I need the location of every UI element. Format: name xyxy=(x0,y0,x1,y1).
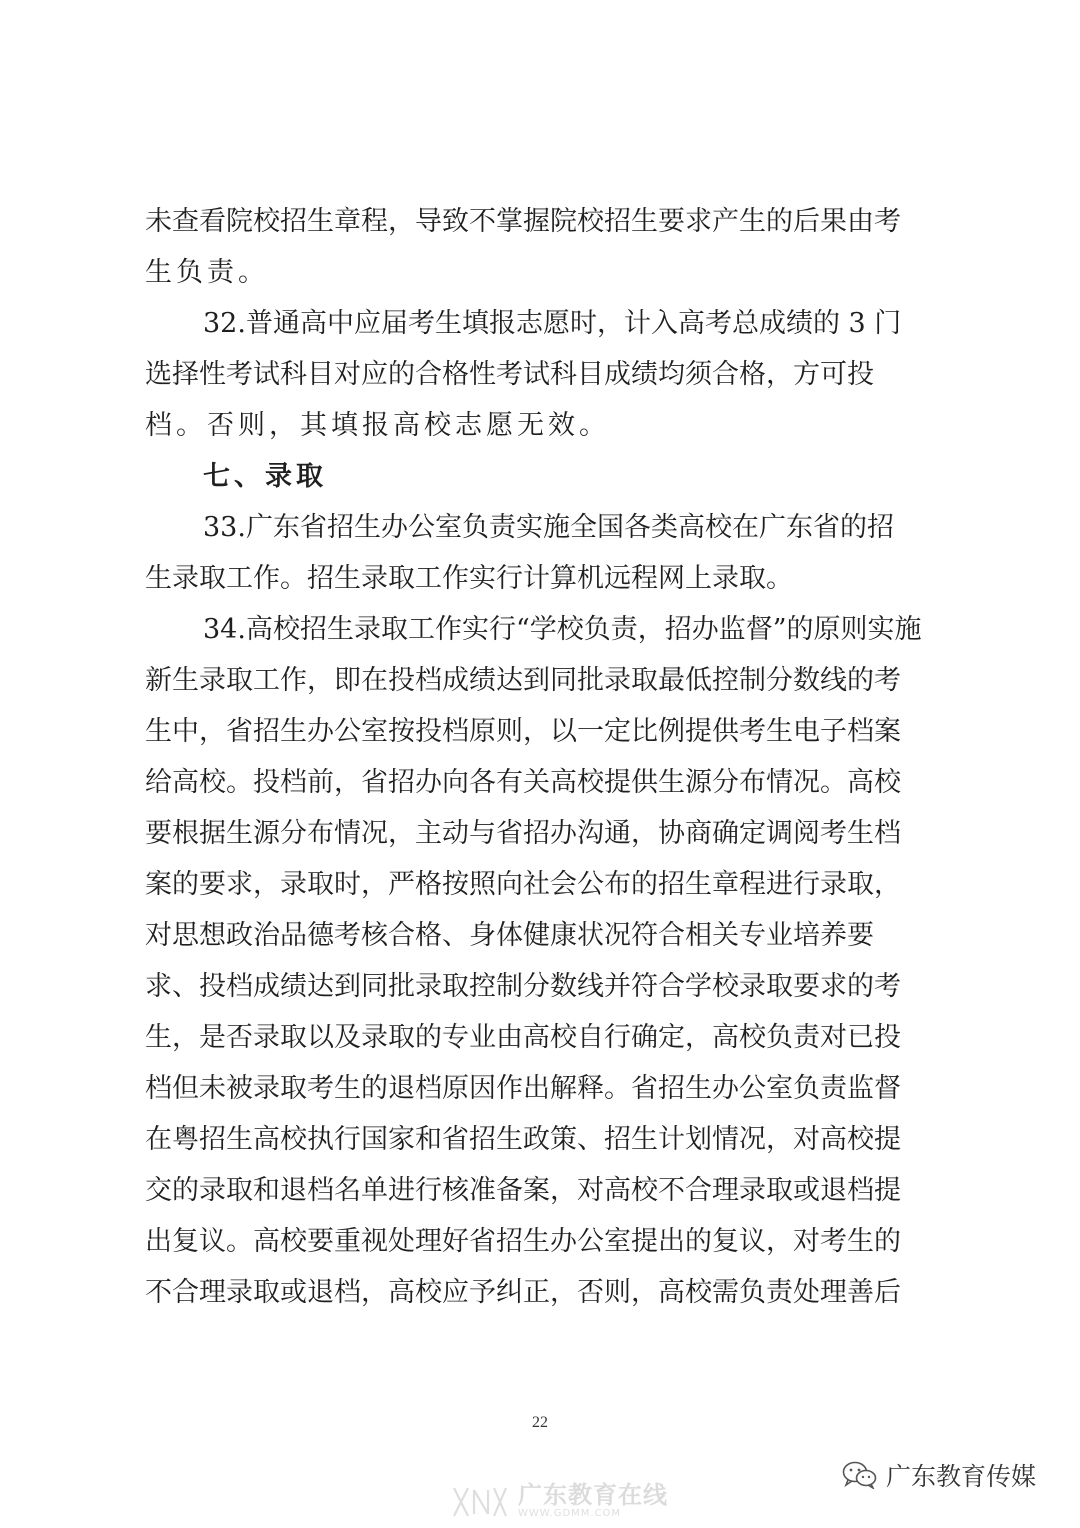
text-line: 求、投档成绩达到同批录取控制分数线并符合学校录取要求的考 xyxy=(145,971,901,1002)
text-line: 生负责。 xyxy=(145,257,269,288)
text-line: 对思想政治品德考核合格、身体健康状况符合相关专业培养要 xyxy=(145,920,874,951)
text-line: 交的录取和退档名单进行核准备案，对高校不合理录取或退档提 xyxy=(145,1175,901,1206)
wechat-icon xyxy=(842,1461,878,1489)
text-line: 出复议。高校要重视处理好省招生办公室提出的复议，对考生的 xyxy=(145,1226,901,1257)
text-line: 34.高校招生录取工作实行“学校负责，招办监督”的原则实施 xyxy=(203,614,922,645)
text-line: 要根据生源分布情况，主动与省招办沟通，协商确定调阅考生档 xyxy=(145,818,901,849)
site-url: WWW.GDMM.COM xyxy=(518,1508,622,1519)
text-line: 不合理录取或退档，高校应予纠正，否则，高校需负责处理善后 xyxy=(145,1277,901,1308)
text-line: 33.广东省招生办公室负责实施全国各类高校在广东省的招 xyxy=(203,512,894,543)
text-line: 选择性考试科目对应的合格性考试科目成绩均须合格，方可投 xyxy=(145,359,874,390)
text-line: 生录取工作。招生录取工作实行计算机远程网上录取。 xyxy=(145,563,793,594)
text-line: 未查看院校招生章程，导致不掌握院校招生要求产生的后果由考 xyxy=(145,206,901,237)
site-watermark xyxy=(450,1482,668,1522)
text-line: 生中，省招生办公室按投档原则，以一定比例提供考生电子档案 xyxy=(145,716,901,747)
site-logo-icon xyxy=(450,1482,510,1522)
page-number: 22 xyxy=(532,1414,548,1431)
text-line: 在粤招生高校执行国家和省招生政策、招生计划情况，对高校提 xyxy=(145,1124,901,1155)
text-line: 档。否则，其填报高校志愿无效。 xyxy=(145,410,610,441)
wechat-account-name: 广东教育传媒 xyxy=(886,1462,1037,1491)
text-line: 新生录取工作，即在投档成绩达到同批录取最低控制分数线的考 xyxy=(145,665,901,696)
body-text xyxy=(145,196,945,1318)
text-line: 案的要求，录取时，严格按照向社会公布的招生章程进行录取， xyxy=(145,869,901,900)
site-brand: 广东教育在线 xyxy=(518,1481,668,1509)
text-line: 档但未被录取考生的退档原因作出解释。省招生办公室负责监督 xyxy=(145,1073,901,1104)
text-line: 32.普通高中应届考生填报志愿时，计入高考总成绩的 3 门 xyxy=(203,308,902,339)
section-heading: 七、录取 xyxy=(203,461,327,492)
wechat-watermark xyxy=(842,1457,1036,1493)
text-line: 给高校。投档前，省招办向各有关高校提供生源分布情况。高校 xyxy=(145,767,901,798)
text-line: 生，是否录取以及录取的专业由高校自行确定，高校负责对已投 xyxy=(145,1022,901,1053)
